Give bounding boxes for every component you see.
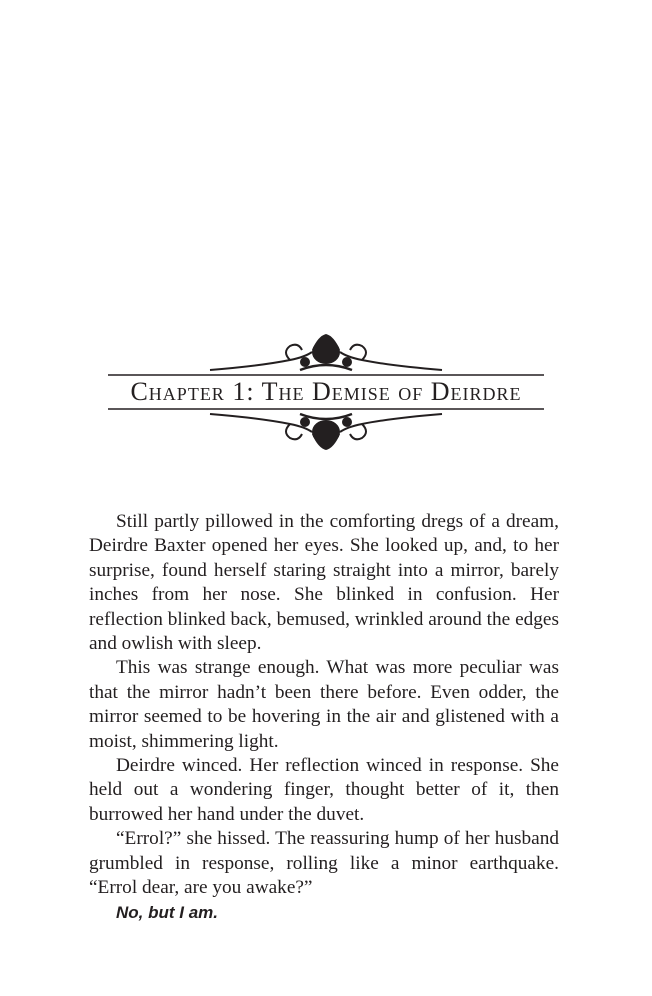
paragraph: Still partly pillowed in the comforting dregs of a dream, Deirdre Baxter opened her eyes. She looked up, and, to her surprise, found herself staring straight into a mirror, barely inches from her nose. She blinked in confusion. Her reflection blinked back, bemused, wrinkled around the edges and owlish with sleep. <box>89 511 559 655</box>
paragraph: This was strange enough. What was more peculiar was that the mirror hadn’t been there before. Even odder, the mirror seemed to be hovering in the air and glistened with a moist, shimmering light. <box>89 657 559 752</box>
chapter-title: Chapter 1: The Demise of Deirdre <box>130 377 522 406</box>
chapter-ornament-top-icon <box>0 330 652 380</box>
paragraph: Deirdre winced. Her reflection winced in response. She held out a wondering finger, thought better of it, then burrowed her hand under the duvet. <box>89 755 559 825</box>
paragraph-emphasis: No, but I am. <box>116 902 218 922</box>
chapter-body <box>89 510 559 925</box>
chapter-ornament-bottom-icon <box>0 404 652 454</box>
paragraph: “Errol?” she hissed. The reassuring hump of her husband grumbled in response, rolling like a minor earthquake. “Errol dear, are you awake?” <box>89 828 559 899</box>
